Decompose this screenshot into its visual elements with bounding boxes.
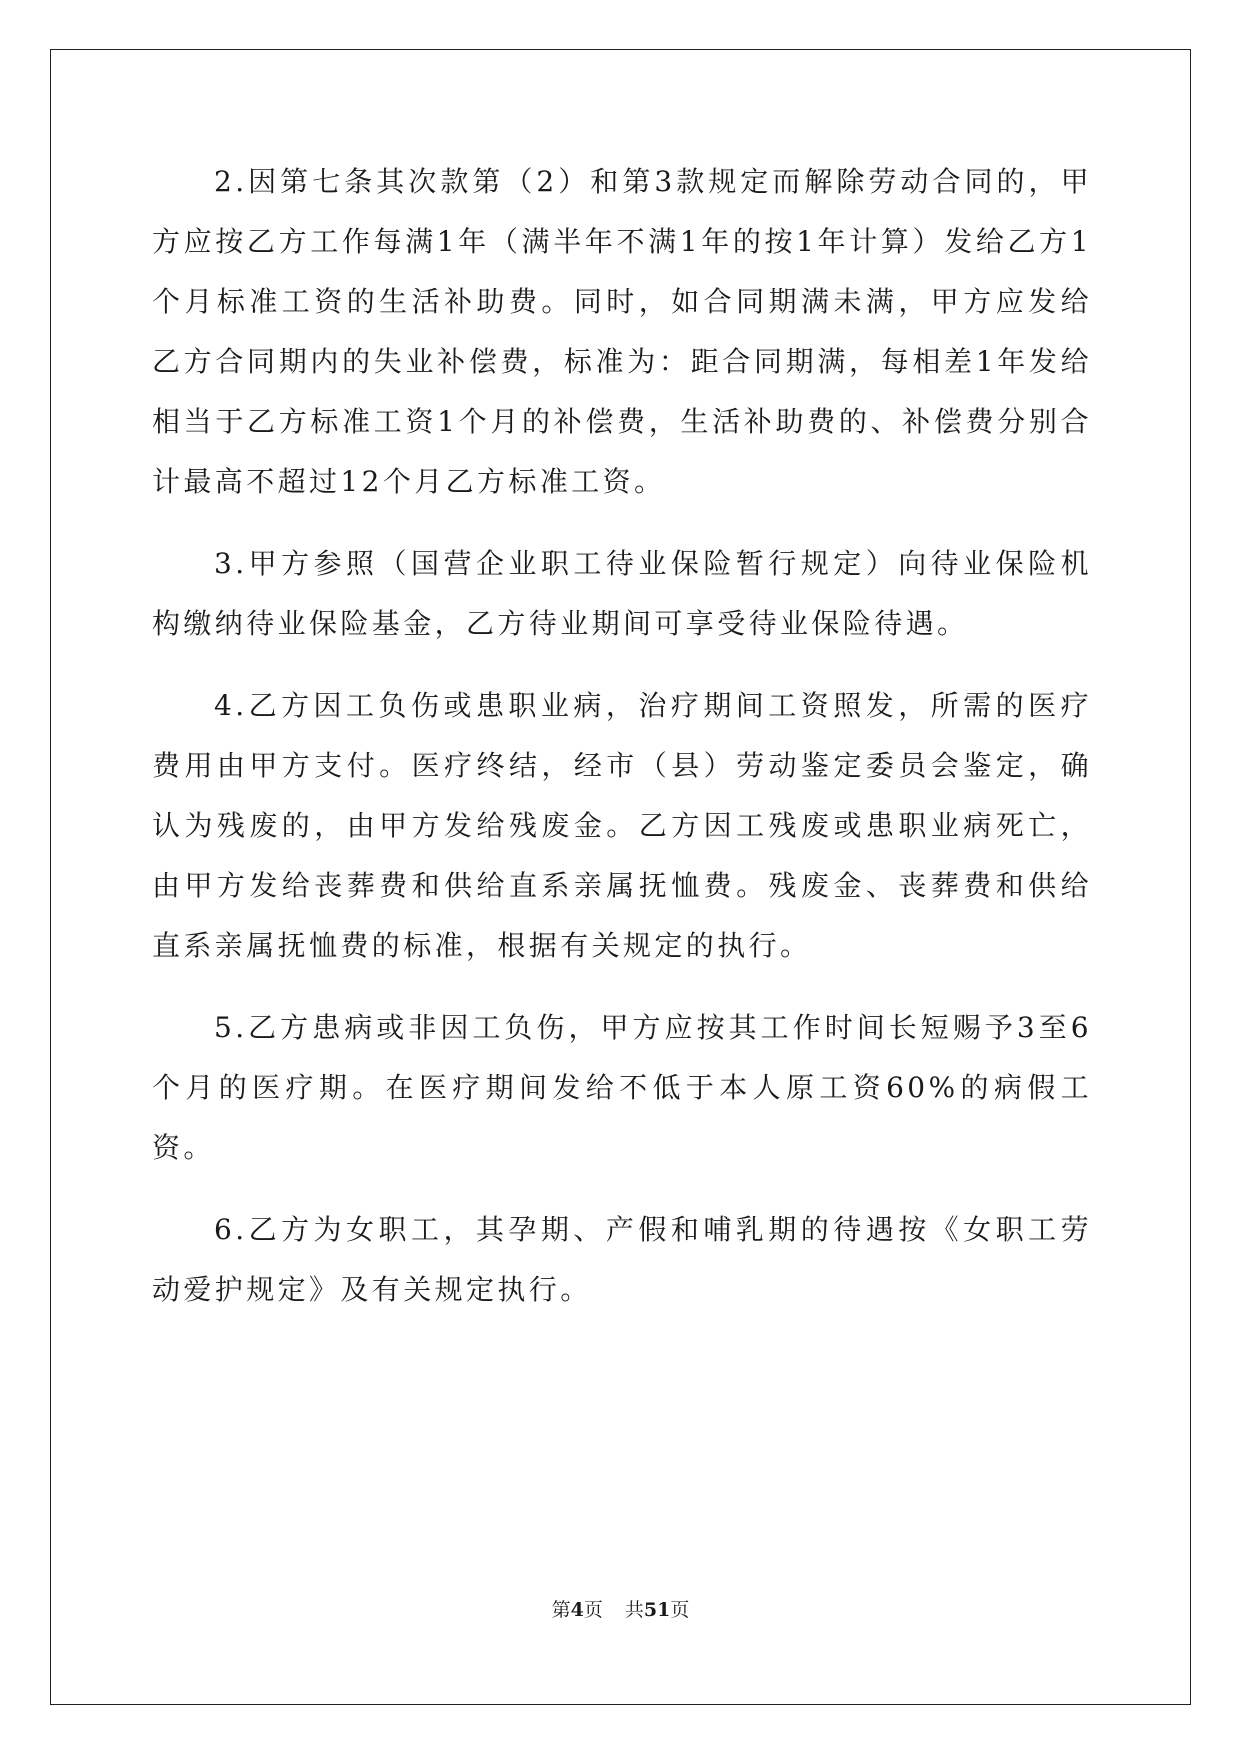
paragraph-item-6: 6.乙方为女职工，其孕期、产假和哺乳期的待遇按《女职工劳动爱护规定》及有关规定执行。 bbox=[152, 1213, 1092, 1306]
page-number: 4 bbox=[570, 1599, 584, 1621]
total-suffix: 页 bbox=[670, 1599, 690, 1621]
page-suffix: 页 bbox=[583, 1599, 603, 1621]
total-prefix: 共 bbox=[624, 1599, 644, 1621]
paragraph-item-4: 4.乙方因工负伤或患职业病，治疗期间工资照发，所需的医疗费用由甲方支付。医疗终结，经市（县）劳动鉴定委员会鉴定，确认为残废的，由甲方发给残废金。乙方因工残废或患职业病死亡，由甲方发给丧葬费和供给直系亲属抚恤费。残废金、丧葬费和供给直系亲属抚恤费的标准，根据有关规定的执行。 bbox=[152, 689, 1092, 962]
page-prefix: 第 bbox=[551, 1599, 571, 1621]
paragraph-item-2: 2.因第七条其次款第（2）和第3款规定而解除劳动合同的，甲方应按乙方工作每满1年（满半年不满1年的按1年计算）发给乙方1个月标准工资的生活补助费。同时，如合同期满未满，甲方应发给乙方合同期内的失业补偿费，标准为：距合同期满，每相差1年发给相当于乙方标准工资1个月的补偿费，生活补助费的、补偿费分别合计最高不超过12个月乙方标准工资。 bbox=[152, 165, 1092, 498]
paragraph-item-5: 5.乙方患病或非因工负伤，甲方应按其工作时间长短赐予3至6个月的医疗期。在医疗期间发给不低于本人原工资60%的病假工资。 bbox=[152, 1011, 1092, 1164]
document-body bbox=[152, 152, 1092, 1342]
paragraph-item-3: 3.甲方参照（国营企业职工待业保险暂行规定）向待业保险机构缴纳待业保险基金，乙方待业期间可享受待业保险待遇。 bbox=[152, 547, 1092, 640]
page-footer bbox=[0, 1595, 1241, 1622]
total-pages: 51 bbox=[643, 1599, 671, 1621]
